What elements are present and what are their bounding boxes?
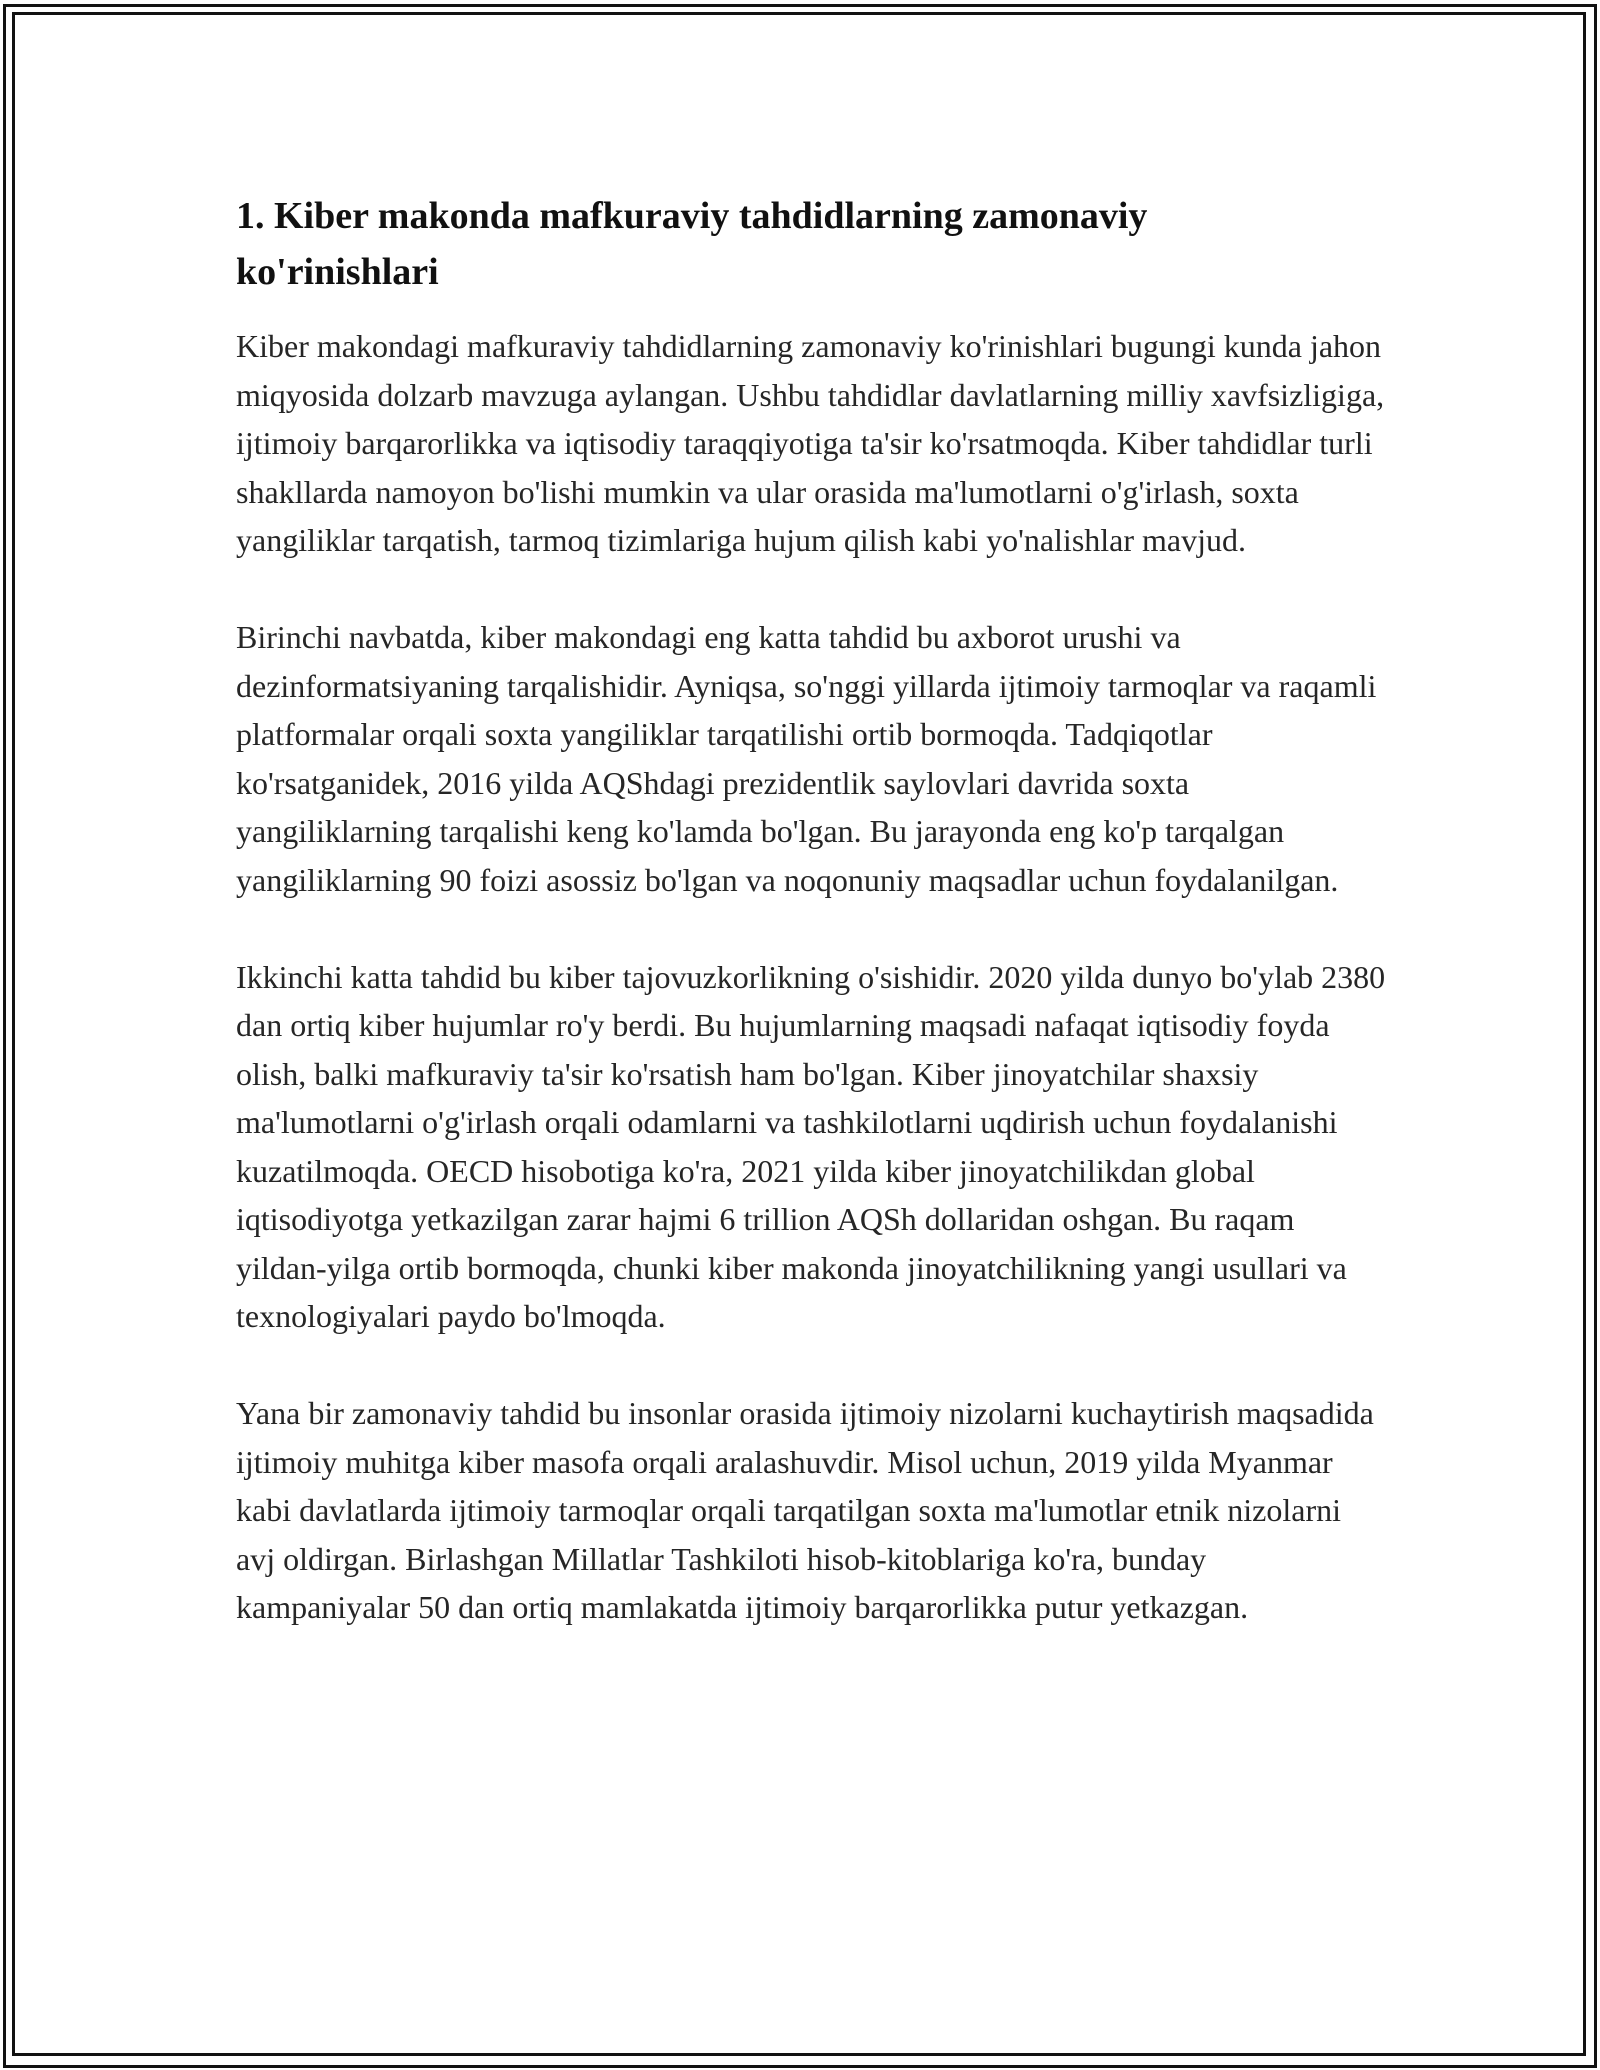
paragraph-1: Kiber makondagi mafkuraviy tahdidlarning zamonaviy ko'rinishlari bugungi kunda jahon miqyosida dolzarb mavzuga aylangan. Ushbu tahdidlar davlatlarning milliy xavfsizligiga, ijtimoiy barqarorlikka va iqtisodiy taraqqiyotiga ta'sir ko'rsatmoqda. Kiber tahdidlar turli shakllarda namoyon bo'lishi mumkin va ular orasida ma'lumotlarni o'g'irlash, soxta yangiliklar tarqatish, tarmoq tizimlariga hujum qilish kabi yo'nalishlar mavjud. [236,328,1385,558]
paragraph-4: Yana bir zamonaviy tahdid bu insonlar orasida ijtimoiy nizolarni kuchaytirish maqsadida ijtimoiy muhitga kiber masofa orqali aralashuvdir. Misol uchun, 2019 yilda Myanmar kabi davlatlarda ijtimoiy tarmoqlar orqali tarqatilgan soxta ma'lumotlar etnik nizolarni avj oldirgan. Birlashgan Millatlar Tashkiloti hisob-kitoblariga ko'ra, bunday kampaniyalar 50 dan ortiq mamlakatda ijtimoiy barqarorlikka putur yetkazgan. [236,1395,1374,1625]
section-heading: 1. Kiber makonda mafkuraviy tahdidlarning zamonaviy ko'rinishlari [236,195,1148,293]
paragraph-3: Ikkinchi katta tahdid bu kiber tajovuzkorlikning o'sishidir. 2020 yilda dunyo bo'ylab 2380 dan ortiq kiber hujumlar ro'y berdi. Bu hujumlarning maqsadi nafaqat iqtisodiy foyda olish, balki mafkuraviy ta'sir ko'rsatish ham bo'lgan. Kiber jinoyatchilar shaxsiy ma'lumotlarni o'g'irlash orqali odamlarni va tashkilotlarni uqdirish uchun foydalanishi kuzatilmoqda. OECD hisobotiga ko'ra, 2021 yilda kiber jinoyatchilikdan global iqtisodiyotga yetkazilgan zarar hajmi 6 trillion AQSh dollaridan oshgan. Bu raqam yildan-yilga ortib bormoqda, chunki kiber makonda jinoyatchilikning yangi usullari va texnologiyalari paydo bo'lmoqda. [236,958,1386,1334]
paragraph-2: Birinchi navbatda, kiber makondagi eng katta tahdid bu axborot urushi va dezinformatsiyaning tarqalishidir. Ayniqsa, so'nggi yillarda ijtimoiy tarmoqlar va raqamli platformalar orqali soxta yangiliklar tarqatilishi ortib bormoqda. Tadqiqotlar ko'rsatganidek, 2016 yilda AQShdagi prezidentlik saylovlari davrida soxta yangiliklarning tarqalishi keng ko'lamda bo'lgan. Bu jarayonda eng ko'p tarqalgan yangiliklarning 90 foizi asossiz bo'lgan va noqonuniy maqsadlar uchun foydalanilgan. [236,619,1377,898]
document-page [236,188,1386,1632]
